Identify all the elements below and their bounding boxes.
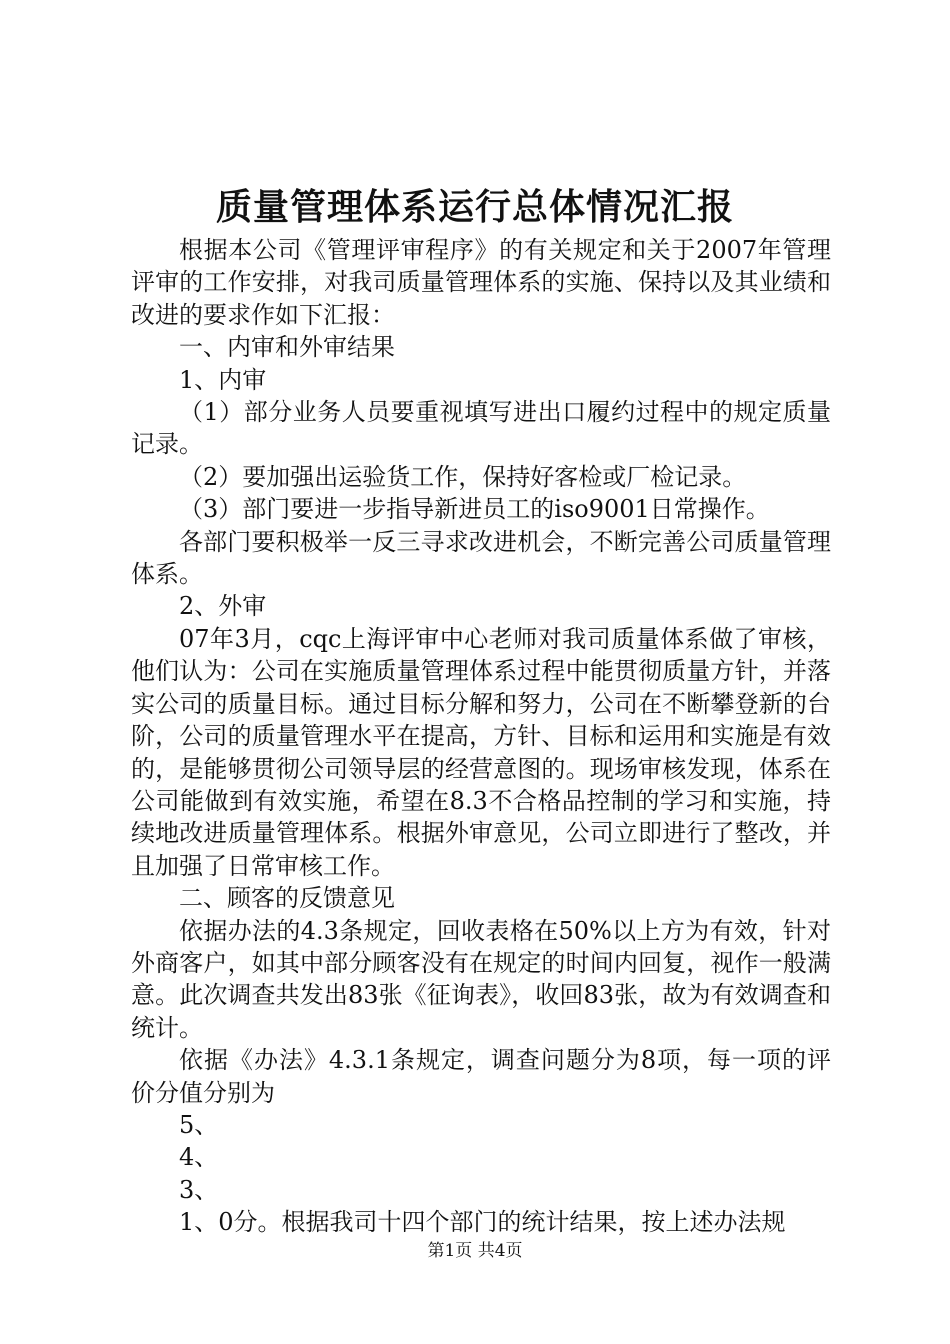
paragraph-survey-items: 依据《办法》4.3.1条规定，调查问题分为8项，每一项的评价分值分别为 bbox=[131, 1046, 831, 1107]
paragraph-score-3: 3、 bbox=[179, 1175, 219, 1204]
paragraph-score-5: 5、 bbox=[179, 1110, 219, 1139]
paragraph-improvement: 各部门要积极举一反三寻求改进机会，不断完善公司质量管理体系。 bbox=[131, 527, 831, 589]
document-title: 质量管理体系运行总体情况汇报 bbox=[215, 186, 734, 228]
heading-external-audit: 2、外审 bbox=[179, 592, 267, 621]
paragraph-score-4: 4、 bbox=[179, 1143, 219, 1172]
document-body bbox=[131, 234, 831, 1239]
paragraph-item-3: （3）部门要进一步指导新进员工的iso9001日常操作。 bbox=[179, 495, 770, 524]
paragraph-feedback-rules: 依据办法的4.3条规定，回收表格在50%以上方为有效，针对外商客户，如其中部分顾客没有在规定的时间内回复，视作一般满意。此次调查共发出83张《征询表》，收回83张，故为有效调查和统计。 bbox=[131, 916, 831, 1042]
paragraph-intro: 根据本公司《管理评审程序》的有关规定和关于2007年管理评审的工作安排，对我司质量管理体系的实施、保持以及其业绩和改进的要求作如下汇报： bbox=[131, 236, 831, 329]
paragraph-item-2: （2）要加强出运验货工作，保持好客检或厂检记录。 bbox=[179, 462, 747, 491]
heading-customer-feedback: 二、顾客的反馈意见 bbox=[179, 884, 395, 913]
paragraph-external-audit: 07年3月，cqc上海评审中心老师对我司质量体系做了审核，他们认为：公司在实施质量管理体系过程中能贯彻质量方针，并落实公司的质量目标。通过目标分解和努力，公司在不断攀登新的台阶，公司的质量管理水平在提高，方针、目标和运用和实施是有效的，是能够贯彻公司领导层的经营意图的。现场审核发现，体系在公司能做到有效实施，希望在8.3不合格品控制的学习和实施，持续地改进质量管理体系。根据外审意见，公司立即进行了整改，并且加强了日常审核工作。 bbox=[131, 624, 831, 880]
paragraph-score-results: 1、0分。根据我司十四个部门的统计结果，按上述办法规 bbox=[179, 1208, 786, 1237]
heading-audit-results: 一、内审和外审结果 bbox=[179, 333, 395, 362]
page-footer: 第1页 共4页 bbox=[427, 1241, 523, 1261]
paragraph-item-1: （1）部分业务人员要重视填写进出口履约过程中的规定质量记录。 bbox=[131, 398, 831, 459]
heading-internal-audit: 1、内审 bbox=[179, 365, 267, 394]
